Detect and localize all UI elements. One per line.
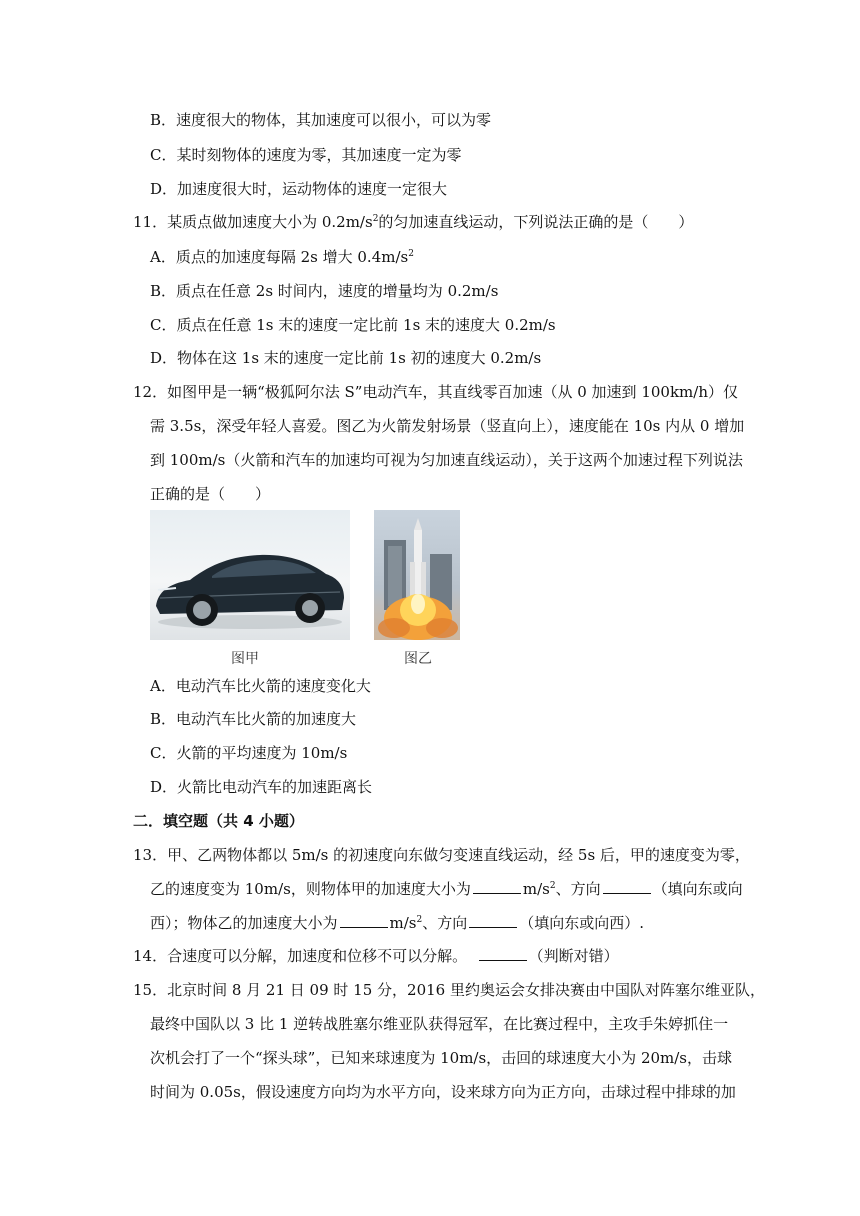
q13-line-3: 西）；物体乙的加速度大小为 $m/s^2$、方向 （填向东或向西）. (150, 914, 645, 932)
q15-line-4: 时间为 0.05s，假设速度方向均为水平方向，设来球方向为正方向，击球过程中排球的加 (150, 1083, 736, 1101)
q10-option-d: D．加速度很大时，运动物体的速度一定很大 (150, 180, 448, 198)
q13-line-2: 乙的速度变为 10m/s，则物体甲的加速度大小为 $m/s^2$、方向 （填向东或向 (150, 880, 743, 898)
q11-option-b: B．质点在任意 2s 时间内，速度的增量均为 0.2m/s (150, 282, 499, 300)
caption-figure-b: 图乙 (404, 651, 432, 667)
section-heading: 二．填空题（共 4 小题） (133, 812, 304, 830)
car-image (150, 510, 350, 640)
answer-blank[interactable] (479, 946, 527, 961)
q14-line: 14．合速度可以分解，加速度和位移不可以分解。 （判断对错） (133, 947, 619, 965)
answer-blank[interactable] (340, 913, 388, 928)
q12-line-2: 需 3.5s，深受年轻人喜爱。图乙为火箭发射场景（竖直向上），速度能在 10s 内从 0 增加 (150, 417, 745, 435)
caption-figure-a: 图甲 (231, 651, 259, 667)
q12-line-4: 正确的是（ ） (150, 485, 271, 503)
q11-stem: 11．某质点做加速度大小为 $0.2m/s^2$的匀加速直线运动，下列说法正确的是（ ） (133, 213, 694, 231)
q11-option-c: C．质点在任意 1s 末的速度一定比前 1s 末的速度大 0.2m/s (150, 316, 556, 334)
q12-option-a: A．电动汽车比火箭的速度变化大 (150, 677, 371, 695)
q12-option-d: D．火箭比电动汽车的加速距离长 (150, 778, 373, 796)
q15-line-3: 次机会打了一个“探头球”，已知来球速度为 10m/s，击回的球速度大小为 20m/s，击球 (150, 1049, 733, 1067)
q15-line-2: 最终中国队以 3 比 1 逆转战胜塞尔维亚队获得冠军，在比赛过程中，主攻手朱婷抓住一 (150, 1015, 729, 1033)
answer-blank[interactable] (473, 879, 521, 894)
q12-option-c: C．火箭的平均速度为 10m/s (150, 744, 348, 762)
q12-line-1: 12．如图甲是一辆“极狐阿尔法 S”电动汽车，其直线零百加速（从 0 加速到 100km/h）仅 (133, 383, 738, 401)
q12-line-3: 到 100m/s（火箭和汽车的加速均可视为匀加速直线运动），关于这两个加速过程下列说法 (150, 451, 743, 469)
q12-option-b: B．电动汽车比火箭的加速度大 (150, 710, 357, 728)
q11-option-a: A．质点的加速度每隔 2s 增大 $0.4m/s^2$ (150, 248, 414, 266)
answer-blank[interactable] (603, 879, 651, 894)
q11-option-d: D．物体在这 1s 末的速度一定比前 1s 初的速度大 0.2m/s (150, 349, 542, 367)
answer-blank[interactable] (469, 913, 517, 928)
q13-line-1: 13．甲、乙两物体都以 5m/s 的初速度向东做匀变速直线运动，经 5s 后，甲的速度变为零， (133, 846, 750, 864)
rocket-image (374, 510, 460, 640)
q10-option-b: B．速度很大的物体，其加速度可以很小，可以为零 (150, 111, 492, 129)
q15-line-1: 15．北京时间 8 月 21 日 09 时 15 分，2016 里约奥运会女排决赛由中国队对阵塞尔维亚队， (133, 981, 765, 999)
q10-option-c: C．某时刻物体的速度为零，其加速度一定为零 (150, 146, 462, 164)
